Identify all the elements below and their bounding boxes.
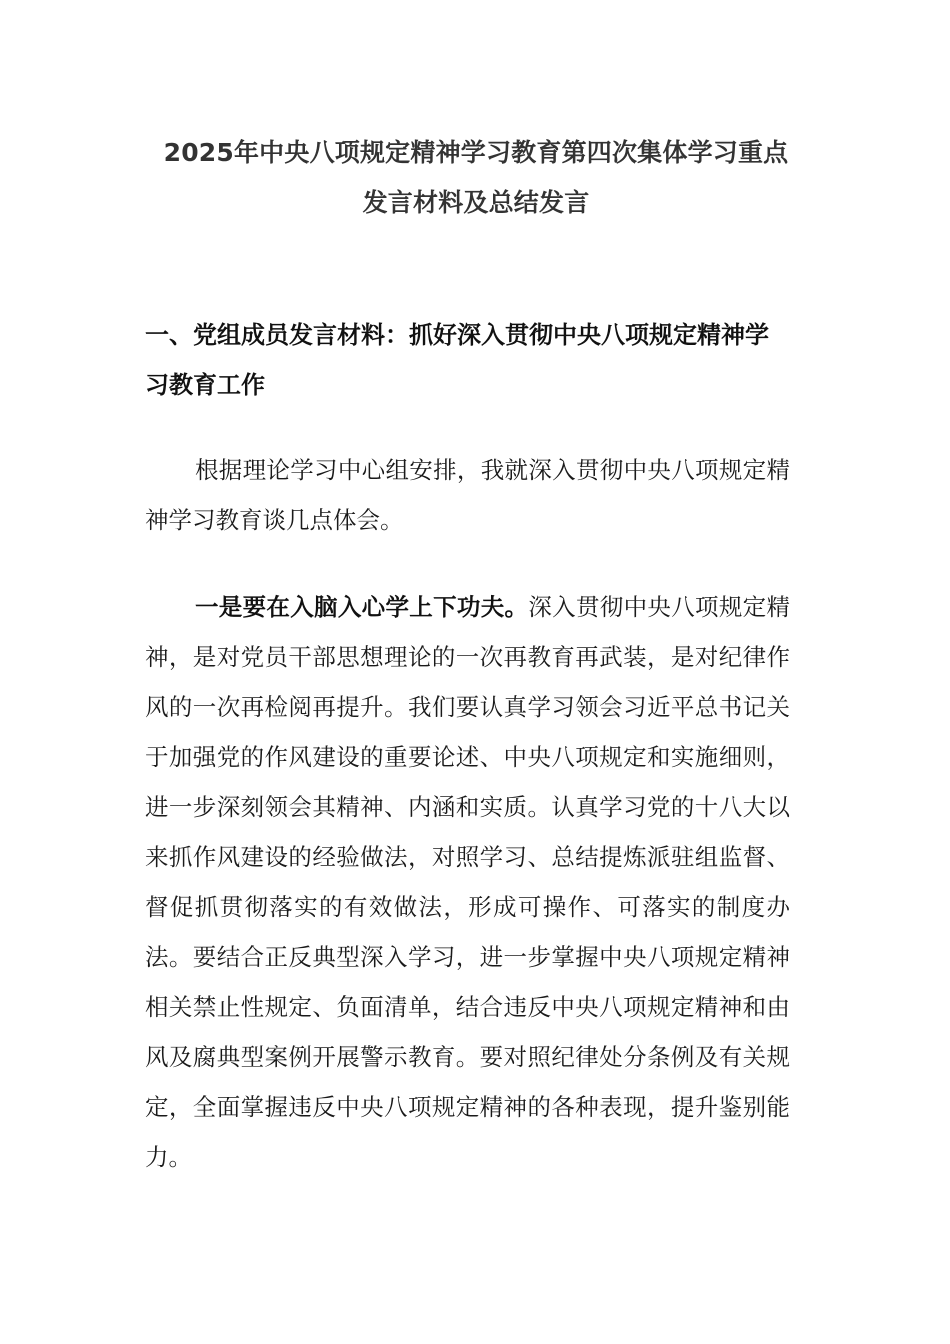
point-1-lead: 一是要在入脑入心学上下功夫。	[195, 593, 529, 621]
document-title	[145, 128, 807, 228]
title-line-1: 2025年中央八项规定精神学习教育第四次集体学习重点	[163, 138, 789, 167]
point-1-paragraph	[145, 582, 790, 1182]
intro-paragraph: 根据理论学习中心组安排，我就深入贯彻中央八项规定精神学习教育谈几点体会。	[145, 456, 790, 534]
point-1-body: 深入贯彻中央八项规定精神，是对党员干部思想理论的一次再教育再武装，是对纪律作风的一次再检阅再提升。我们要认真学习领会习近平总书记关于加强党的作风建设的重要论述、中央八项规定和实施细则，进一步深刻领会其精神、内涵和实质。认真学习党的十八大以来抓作风建设的经验做法，对照学习、总结提炼派驻组监督、督促抓贯彻落实的有效做法，形成可操作、可落实的制度办法。要结合正反典型深入学习，进一步掌握中央八项规定精神相关禁止性规定、负面清单，结合违反中央八项规定精神和由风及腐典型案例开展警示教育。要对照纪律处分条例及有关规定，全面掌握违反中央八项规定精神的各种表现，提升鉴别能力。	[145, 593, 790, 1171]
title-line-2: 发言材料及总结发言	[362, 188, 590, 217]
section-heading: 一、党组成员发言材料：抓好深入贯彻中央八项规定精神学习教育工作	[145, 321, 769, 399]
